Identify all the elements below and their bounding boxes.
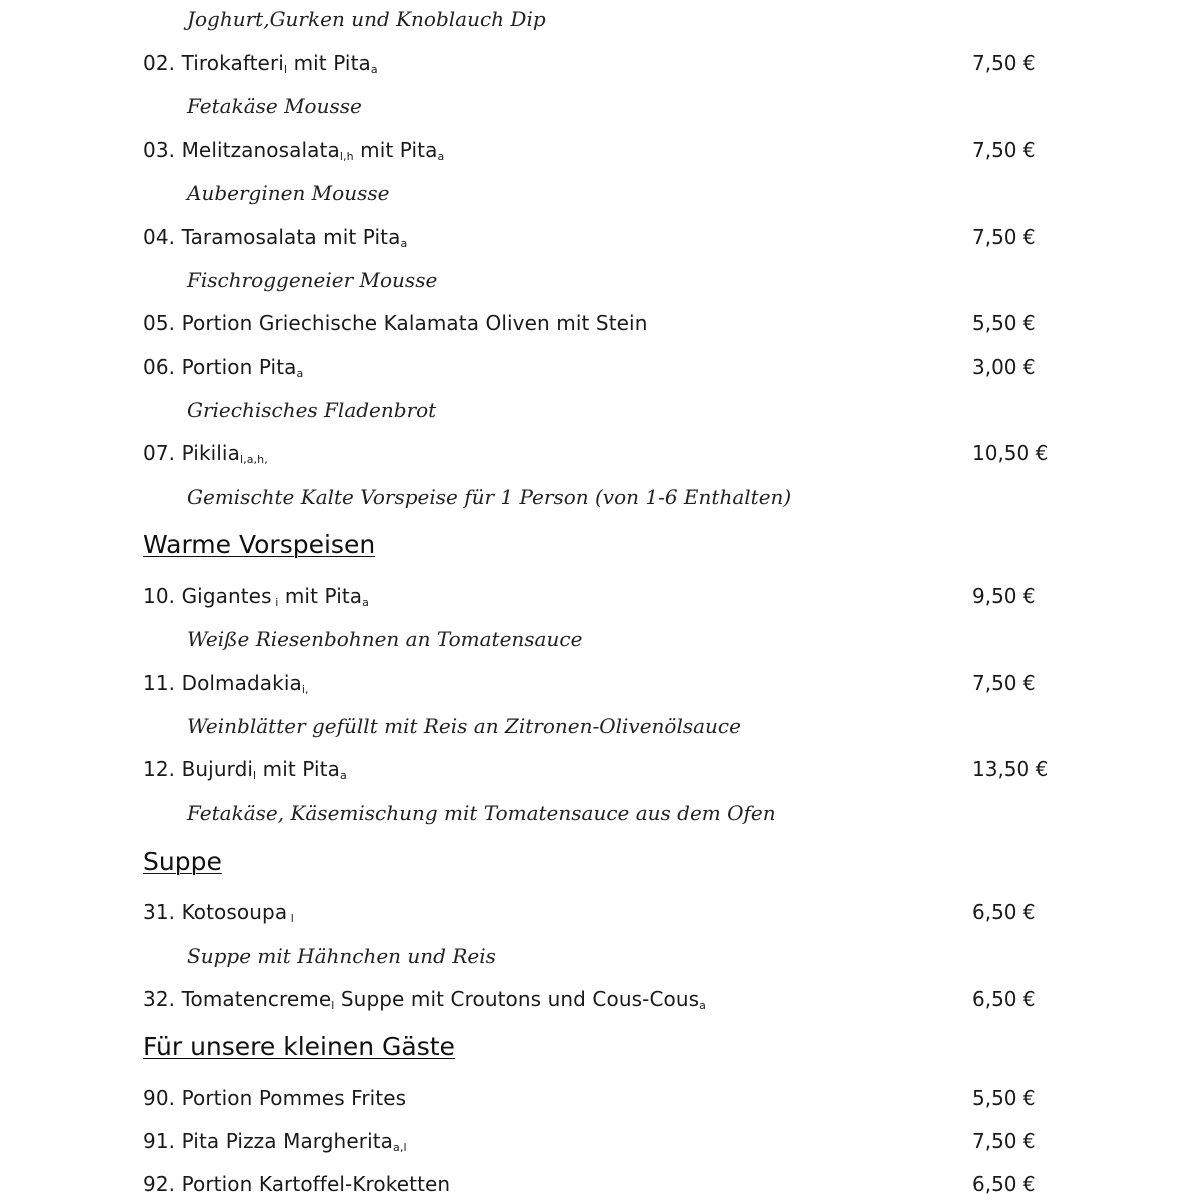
- item-price: 7,50 €: [972, 51, 1036, 75]
- menu-item-92: [143, 1169, 1143, 1199]
- item-price: 7,50 €: [972, 138, 1036, 162]
- item-name: 03. Melitzanosalata$_{l,h}$ mit Pita$_a$: [143, 138, 445, 163]
- item-price: 7,50 €: [972, 225, 1036, 249]
- menu-item-91: [143, 1126, 1143, 1156]
- section-heading-suppe: Suppe: [143, 847, 222, 876]
- item-price: 5,50 €: [972, 1086, 1036, 1110]
- section-heading-warme-vorspeisen: Warme Vorspeisen: [143, 530, 376, 559]
- menu-item-03: [143, 135, 1143, 165]
- item-name: 32. Tomatencreme$_l$ Suppe mit Croutons und Cous-Cous$_a$: [143, 987, 706, 1012]
- item-description: Joghurt,Gurken und Knoblauch Dip: [187, 7, 546, 31]
- item-description: Griechisches Fladenbrot: [187, 398, 437, 422]
- item-name: 91. Pita Pizza Margherita$_{a,l}$: [143, 1129, 407, 1154]
- item-description: Weiße Riesenbohnen an Tomatensauce: [187, 627, 583, 651]
- item-price: 5,50 €: [972, 311, 1036, 335]
- item-price: 13,50 €: [972, 757, 1049, 781]
- menu-item-10: [143, 581, 1143, 611]
- menu-item-02: [143, 48, 1143, 78]
- item-name: 31. Kotosoupa $_l$: [143, 900, 294, 925]
- menu-item-11: [143, 668, 1143, 698]
- item-name: 90. Portion Pommes Frites: [143, 1086, 407, 1110]
- item-price: 9,50 €: [972, 584, 1036, 608]
- item-description: Suppe mit Hähnchen und Reis: [187, 944, 496, 968]
- item-name: 92. Portion Kartoffel-Kroketten: [143, 1172, 451, 1196]
- item-description: Auberginen Mousse: [187, 181, 390, 205]
- item-price: 10,50 €: [972, 441, 1049, 465]
- menu-item-12: [143, 754, 1143, 784]
- menu-item-31: [143, 897, 1143, 927]
- item-description: Fischroggeneier Mousse: [187, 268, 438, 292]
- item-price: 6,50 €: [972, 900, 1036, 924]
- item-name: 06. Portion Pita$_a$: [143, 355, 304, 380]
- menu-item-32: [143, 984, 1143, 1014]
- item-price: 6,50 €: [972, 987, 1036, 1011]
- section-heading-kinder: Für unsere kleinen Gäste: [143, 1032, 455, 1061]
- item-price: 7,50 €: [972, 1129, 1036, 1153]
- menu-item-05: [143, 308, 1143, 338]
- menu-item-90: [143, 1083, 1143, 1113]
- item-price: 3,00 €: [972, 355, 1036, 379]
- menu-item-04: [143, 222, 1143, 252]
- item-description: Fetakäse, Käsemischung mit Tomatensauce aus dem Ofen: [187, 801, 776, 825]
- item-price: 6,50 €: [972, 1172, 1036, 1196]
- item-price: 7,50 €: [972, 671, 1036, 695]
- item-description: Weinblätter gefüllt mit Reis an Zitronen-Olivenölsauce: [187, 714, 741, 738]
- item-name: 10. Gigantes $_i$ mit Pita$_a$: [143, 584, 370, 609]
- item-description: Fetakäse Mousse: [187, 94, 362, 118]
- menu-item-07: [143, 438, 1143, 468]
- item-name: 11. Dolmadakia$_{i,}$: [143, 671, 309, 696]
- item-description: Gemischte Kalte Vorspeise für 1 Person (von 1-6 Enthalten): [187, 485, 792, 509]
- item-name: 02. Tirokafteri$_l$ mit Pita$_a$: [143, 51, 378, 76]
- item-name: 04. Taramosalata mit Pita$_a$: [143, 225, 408, 250]
- item-name: 07. Pikilia$_{l,a,h,}$: [143, 441, 268, 466]
- item-name: 05. Portion Griechische Kalamata Oliven mit Stein: [143, 311, 648, 335]
- item-name: 12. Bujurdi$_l$ mit Pita$_a$: [143, 757, 347, 782]
- menu-item-06: [143, 352, 1143, 382]
